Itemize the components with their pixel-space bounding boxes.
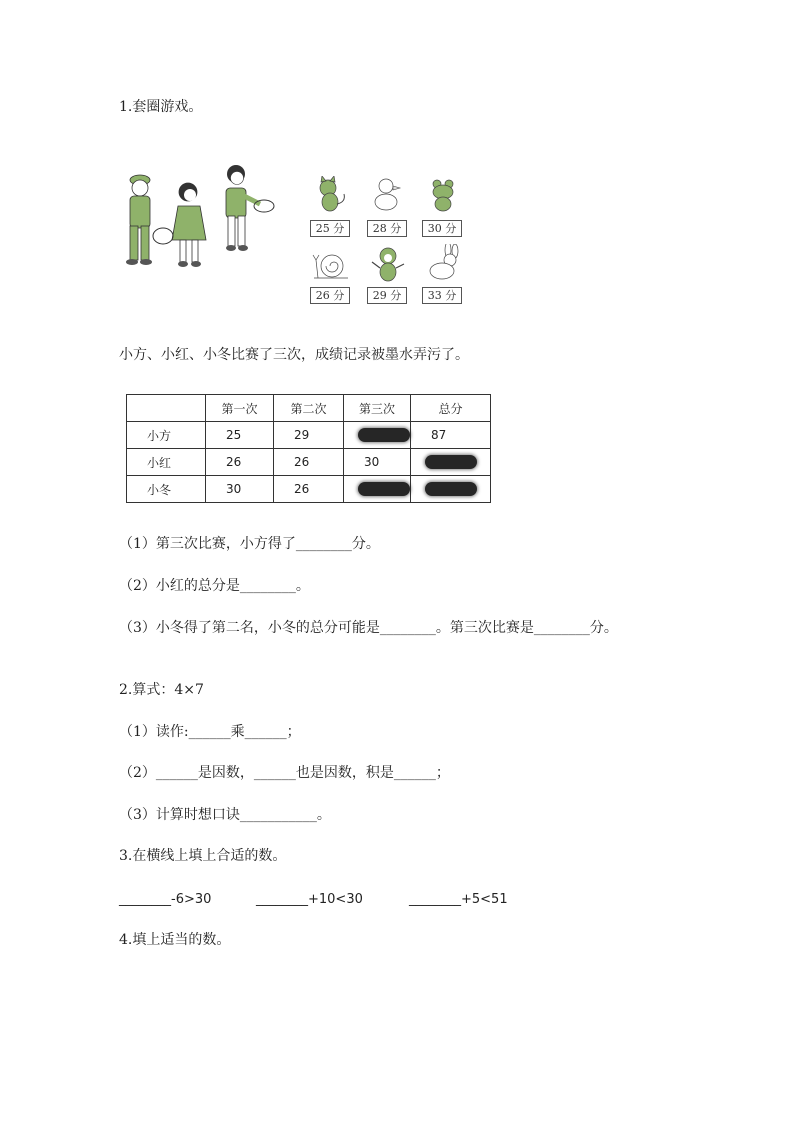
- table-cell-ink-blot: [344, 476, 411, 503]
- table-cell-ink-blot: [344, 422, 411, 449]
- table-cell: 25: [206, 422, 274, 449]
- table-row: [127, 449, 491, 476]
- table-row: [127, 422, 491, 449]
- q3-title: 3.在横线上填上合适的数。: [119, 848, 287, 864]
- q2-sub1: （1）读作:______乘______；: [119, 724, 301, 740]
- table-cell: 87: [411, 422, 491, 449]
- table-cell-ink-blot: [411, 476, 491, 503]
- q2-sub2: （2）______是因数，______也是因数，积是______；: [119, 765, 450, 781]
- table-cell: 30: [344, 449, 411, 476]
- monkey-score: 29 分: [367, 287, 407, 304]
- ink-blot: [425, 482, 477, 496]
- table-header-row: [127, 395, 491, 422]
- table-header-cell: 第一次: [206, 395, 274, 422]
- girl-middle-figure: [153, 183, 206, 267]
- q4-title: 4.填上适当的数。: [119, 932, 231, 948]
- table-row: [127, 476, 491, 503]
- table-cell: 26: [274, 449, 344, 476]
- snail-score: 26 分: [310, 287, 350, 304]
- children-ring-toss-illustration: [118, 158, 278, 276]
- table-cell: 26: [274, 476, 344, 503]
- cat-score: 25 分: [310, 220, 350, 237]
- q1-intro: 小方、小红、小冬比赛了三次，成绩记录被墨水弄污了。: [119, 347, 469, 363]
- q1-sub1: （1）第三次比赛，小方得了________分。: [119, 536, 380, 552]
- table-header-cell: 第二次: [274, 395, 344, 422]
- duck-score: 28 分: [367, 220, 407, 237]
- q3-item-2: ________+10<30: [256, 892, 363, 907]
- table-cell-ink-blot: [411, 449, 491, 476]
- cat-icon: [310, 176, 352, 212]
- ink-blot: [425, 455, 477, 469]
- rabbit-icon: [424, 244, 466, 280]
- boy-right-figure: [226, 165, 274, 251]
- table-cell: 26: [206, 449, 274, 476]
- ink-blot: [358, 482, 410, 496]
- q2-sub3: （3）计算时想口诀___________。: [119, 807, 331, 823]
- table-header-cell: 第三次: [344, 395, 411, 422]
- table-cell: 29: [274, 422, 344, 449]
- q3-item-1: ________-6>30: [119, 892, 212, 907]
- snail-icon: [310, 246, 352, 282]
- row-name: 小冬: [127, 476, 206, 503]
- score-table: [126, 394, 491, 503]
- row-name: 小红: [127, 449, 206, 476]
- boy-left-figure: [126, 175, 152, 265]
- row-name: 小方: [127, 422, 206, 449]
- ink-blot: [358, 428, 410, 442]
- q1-sub2: （2）小红的总分是________。: [119, 578, 310, 594]
- q2-title: 2.算式：4×7: [119, 682, 204, 698]
- q1-title: 1.套圈游戏。: [119, 99, 203, 115]
- frog-icon: [424, 176, 466, 212]
- table-cell: 30: [206, 476, 274, 503]
- monkey-icon: [368, 246, 410, 282]
- q3-item-3: ________+5<51: [409, 892, 508, 907]
- duck-icon: [368, 176, 410, 212]
- q1-sub3: （3）小冬得了第二名，小冬的总分可能是________。第三次比赛是________分。: [119, 620, 618, 636]
- frog-score: 30 分: [422, 220, 462, 237]
- table-header-cell: 总分: [411, 395, 491, 422]
- table-header-cell: [127, 395, 206, 422]
- rabbit-score: 33 分: [422, 287, 462, 304]
